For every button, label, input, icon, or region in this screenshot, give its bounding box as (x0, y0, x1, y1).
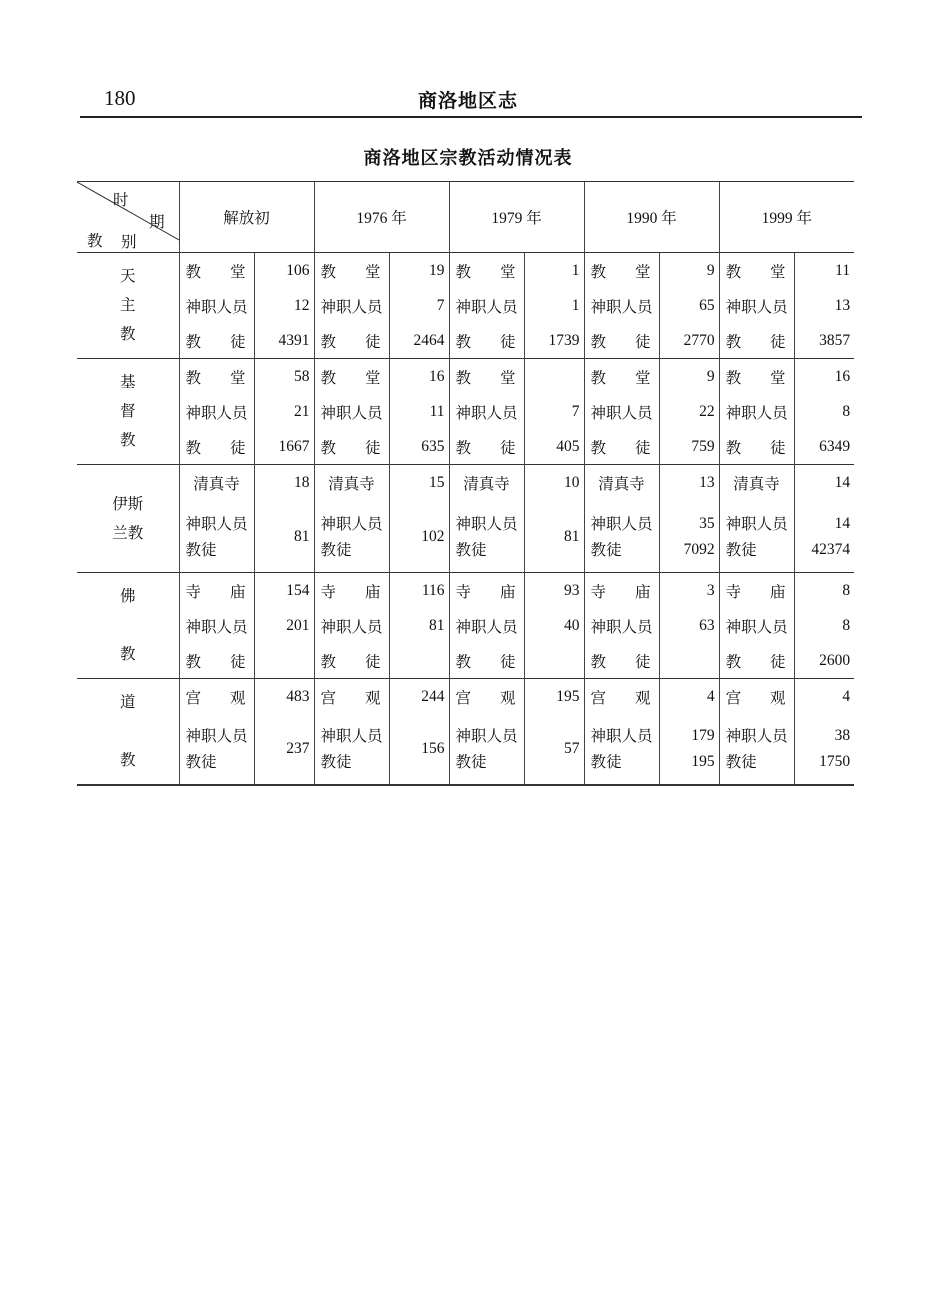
cell-value: 81 (389, 608, 449, 643)
cell-value: 106 (254, 253, 314, 289)
cell-value: 13 (659, 465, 719, 502)
cell-value: 1739 (524, 323, 584, 359)
row-label: 神职人员 教徒 (179, 502, 254, 573)
cell-value: 16 (794, 359, 854, 395)
header-rule (80, 116, 862, 118)
cell-value: 102 (389, 502, 449, 573)
row-label: 教 堂 (314, 359, 389, 395)
row-label: 宫 观 (449, 679, 524, 715)
row-label: 教 堂 (719, 253, 794, 289)
row-label: 教 徒 (584, 643, 659, 679)
corner-period-2: 期 (149, 213, 165, 231)
cell-value: 12 (254, 288, 314, 323)
row-label: 清真寺 (314, 465, 389, 502)
row-label: 神职人员 (314, 394, 389, 429)
cell-value: 195 (524, 679, 584, 715)
row-label: 教 徒 (179, 323, 254, 359)
row-label: 教 堂 (719, 359, 794, 395)
cell-value: 8 (794, 573, 854, 609)
protestant-clergy-row (77, 394, 854, 429)
cell-value: 10 (524, 465, 584, 502)
row-label: 教 徒 (584, 323, 659, 359)
buddhism-followers-row (77, 643, 854, 679)
religion-activity-table (77, 181, 854, 786)
table-title: 商洛地区宗教活动情况表 (363, 148, 573, 169)
cell-value: 201 (254, 608, 314, 643)
row-label: 神职人员 (179, 394, 254, 429)
corner-period-1: 时 (113, 191, 129, 209)
row-label: 神职人员 (449, 288, 524, 323)
cell-value: 244 (389, 679, 449, 715)
cell-value: 35 7092 (659, 502, 719, 573)
row-label: 神职人员 (719, 288, 794, 323)
cell-value: 3 (659, 573, 719, 609)
cell-value: 14 (794, 465, 854, 502)
row-label: 宫 观 (314, 679, 389, 715)
row-label: 神职人员 教徒 (449, 715, 524, 785)
row-label: 寺 庙 (719, 573, 794, 609)
row-label: 神职人员 教徒 (314, 715, 389, 785)
islam-clergy-followers-row (77, 502, 854, 573)
cell-value: 14 42374 (794, 502, 854, 573)
taoism-clergy-followers-row (77, 715, 854, 785)
row-label: 清真寺 (584, 465, 659, 502)
cell-value: 58 (254, 359, 314, 395)
row-label: 神职人员 教徒 (584, 502, 659, 573)
header-row (77, 182, 854, 253)
cell-value: 81 (524, 502, 584, 573)
row-label: 神职人员 (314, 608, 389, 643)
islam-mosque-row (77, 465, 854, 502)
religion-name-protestant: 基 督 教 (77, 359, 179, 465)
cell-value: 15 (389, 465, 449, 502)
row-label: 清真寺 (179, 465, 254, 502)
row-label: 神职人员 (584, 608, 659, 643)
period-header: 1979 年 (449, 182, 584, 253)
row-label: 神职人员 (449, 608, 524, 643)
row-label: 教 徒 (584, 429, 659, 465)
corner-religion-2: 别 (121, 233, 137, 251)
row-label: 宫 观 (179, 679, 254, 715)
cell-value: 7 (524, 394, 584, 429)
cell-value: 635 (389, 429, 449, 465)
row-label: 教 徒 (314, 323, 389, 359)
catholic-clergy-row (77, 288, 854, 323)
row-label: 神职人员 (719, 608, 794, 643)
row-label: 教 徒 (719, 429, 794, 465)
running-head: 商洛地区志 (417, 90, 518, 112)
cell-value: 65 (659, 288, 719, 323)
cell-value: 1 (524, 253, 584, 289)
period-header: 解放初 (179, 182, 314, 253)
row-label: 寺 庙 (584, 573, 659, 609)
cell-value: 179 195 (659, 715, 719, 785)
row-label: 宫 观 (584, 679, 659, 715)
cell-value (659, 643, 719, 679)
cell-value: 2464 (389, 323, 449, 359)
row-label: 教 堂 (584, 359, 659, 395)
cell-value: 154 (254, 573, 314, 609)
row-label: 神职人员 教徒 (584, 715, 659, 785)
cell-value: 9 (659, 253, 719, 289)
cell-value: 57 (524, 715, 584, 785)
row-label: 神职人员 (449, 394, 524, 429)
cell-value: 1 (524, 288, 584, 323)
row-label: 神职人员 教徒 (719, 715, 794, 785)
cell-value: 1667 (254, 429, 314, 465)
cell-value: 2600 (794, 643, 854, 679)
cell-value: 8 (794, 394, 854, 429)
cell-value: 9 (659, 359, 719, 395)
religion-name-catholic: 天 主 教 (77, 253, 179, 359)
cell-value: 81 (254, 502, 314, 573)
cell-value: 156 (389, 715, 449, 785)
cell-value: 483 (254, 679, 314, 715)
row-label: 教 徒 (179, 429, 254, 465)
cell-value: 4 (794, 679, 854, 715)
cell-value: 13 (794, 288, 854, 323)
row-label: 教 徒 (314, 429, 389, 465)
row-label: 教 徒 (314, 643, 389, 679)
row-label: 教 徒 (449, 429, 524, 465)
row-label: 教 徒 (449, 323, 524, 359)
row-label: 神职人员 教徒 (719, 502, 794, 573)
cell-value: 11 (794, 253, 854, 289)
period-header: 1990 年 (584, 182, 719, 253)
row-label: 神职人员 (179, 608, 254, 643)
cell-value: 4 (659, 679, 719, 715)
row-label: 教 堂 (179, 359, 254, 395)
row-label: 神职人员 (719, 394, 794, 429)
cell-value: 116 (389, 573, 449, 609)
buddhism-clergy-row (77, 608, 854, 643)
cell-value: 7 (389, 288, 449, 323)
row-label: 寺 庙 (314, 573, 389, 609)
corner-cell (77, 182, 179, 253)
period-header: 1976 年 (314, 182, 449, 253)
cell-value: 21 (254, 394, 314, 429)
catholic-church-row (77, 253, 854, 289)
cell-value: 8 (794, 608, 854, 643)
religion-name-taoism: 道 教 (77, 679, 179, 785)
row-label: 神职人员 (179, 288, 254, 323)
cell-value: 16 (389, 359, 449, 395)
row-label: 神职人员 教徒 (314, 502, 389, 573)
row-label: 教 徒 (719, 643, 794, 679)
row-label: 教 堂 (179, 253, 254, 289)
row-label: 寺 庙 (449, 573, 524, 609)
row-label: 教 堂 (449, 253, 524, 289)
cell-value: 759 (659, 429, 719, 465)
cell-value: 22 (659, 394, 719, 429)
row-label: 教 堂 (584, 253, 659, 289)
period-header: 1999 年 (719, 182, 854, 253)
row-label: 寺 庙 (179, 573, 254, 609)
cell-value: 19 (389, 253, 449, 289)
row-label: 教 徒 (179, 643, 254, 679)
cell-value (524, 359, 584, 395)
row-label: 神职人员 (314, 288, 389, 323)
cell-value (254, 643, 314, 679)
row-label: 神职人员 (584, 288, 659, 323)
page-number: 180 (104, 86, 136, 110)
cell-value (389, 643, 449, 679)
row-label: 清真寺 (449, 465, 524, 502)
cell-value: 40 (524, 608, 584, 643)
row-label: 教 堂 (314, 253, 389, 289)
buddhism-temple-row (77, 573, 854, 609)
religion-name-buddhism: 佛 教 (77, 573, 179, 679)
row-label: 教 堂 (449, 359, 524, 395)
corner-religion-1: 教 (87, 232, 103, 250)
cell-value: 18 (254, 465, 314, 502)
cell-value: 63 (659, 608, 719, 643)
cell-value: 38 1750 (794, 715, 854, 785)
protestant-church-row (77, 359, 854, 395)
row-label: 清真寺 (719, 465, 794, 502)
catholic-followers-row (77, 323, 854, 359)
cell-value: 93 (524, 573, 584, 609)
row-label: 神职人员 教徒 (179, 715, 254, 785)
taoism-palace-row (77, 679, 854, 715)
row-label: 神职人员 (584, 394, 659, 429)
cell-value: 237 (254, 715, 314, 785)
cell-value: 4391 (254, 323, 314, 359)
row-label: 教 徒 (449, 643, 524, 679)
cell-value: 2770 (659, 323, 719, 359)
protestant-followers-row (77, 429, 854, 465)
row-label: 神职人员 教徒 (449, 502, 524, 573)
row-label: 宫 观 (719, 679, 794, 715)
cell-value: 6349 (794, 429, 854, 465)
row-label: 教 徒 (719, 323, 794, 359)
cell-value (524, 643, 584, 679)
cell-value: 11 (389, 394, 449, 429)
cell-value: 405 (524, 429, 584, 465)
cell-value: 3857 (794, 323, 854, 359)
religion-name-islam: 伊斯 兰教 (77, 465, 179, 573)
